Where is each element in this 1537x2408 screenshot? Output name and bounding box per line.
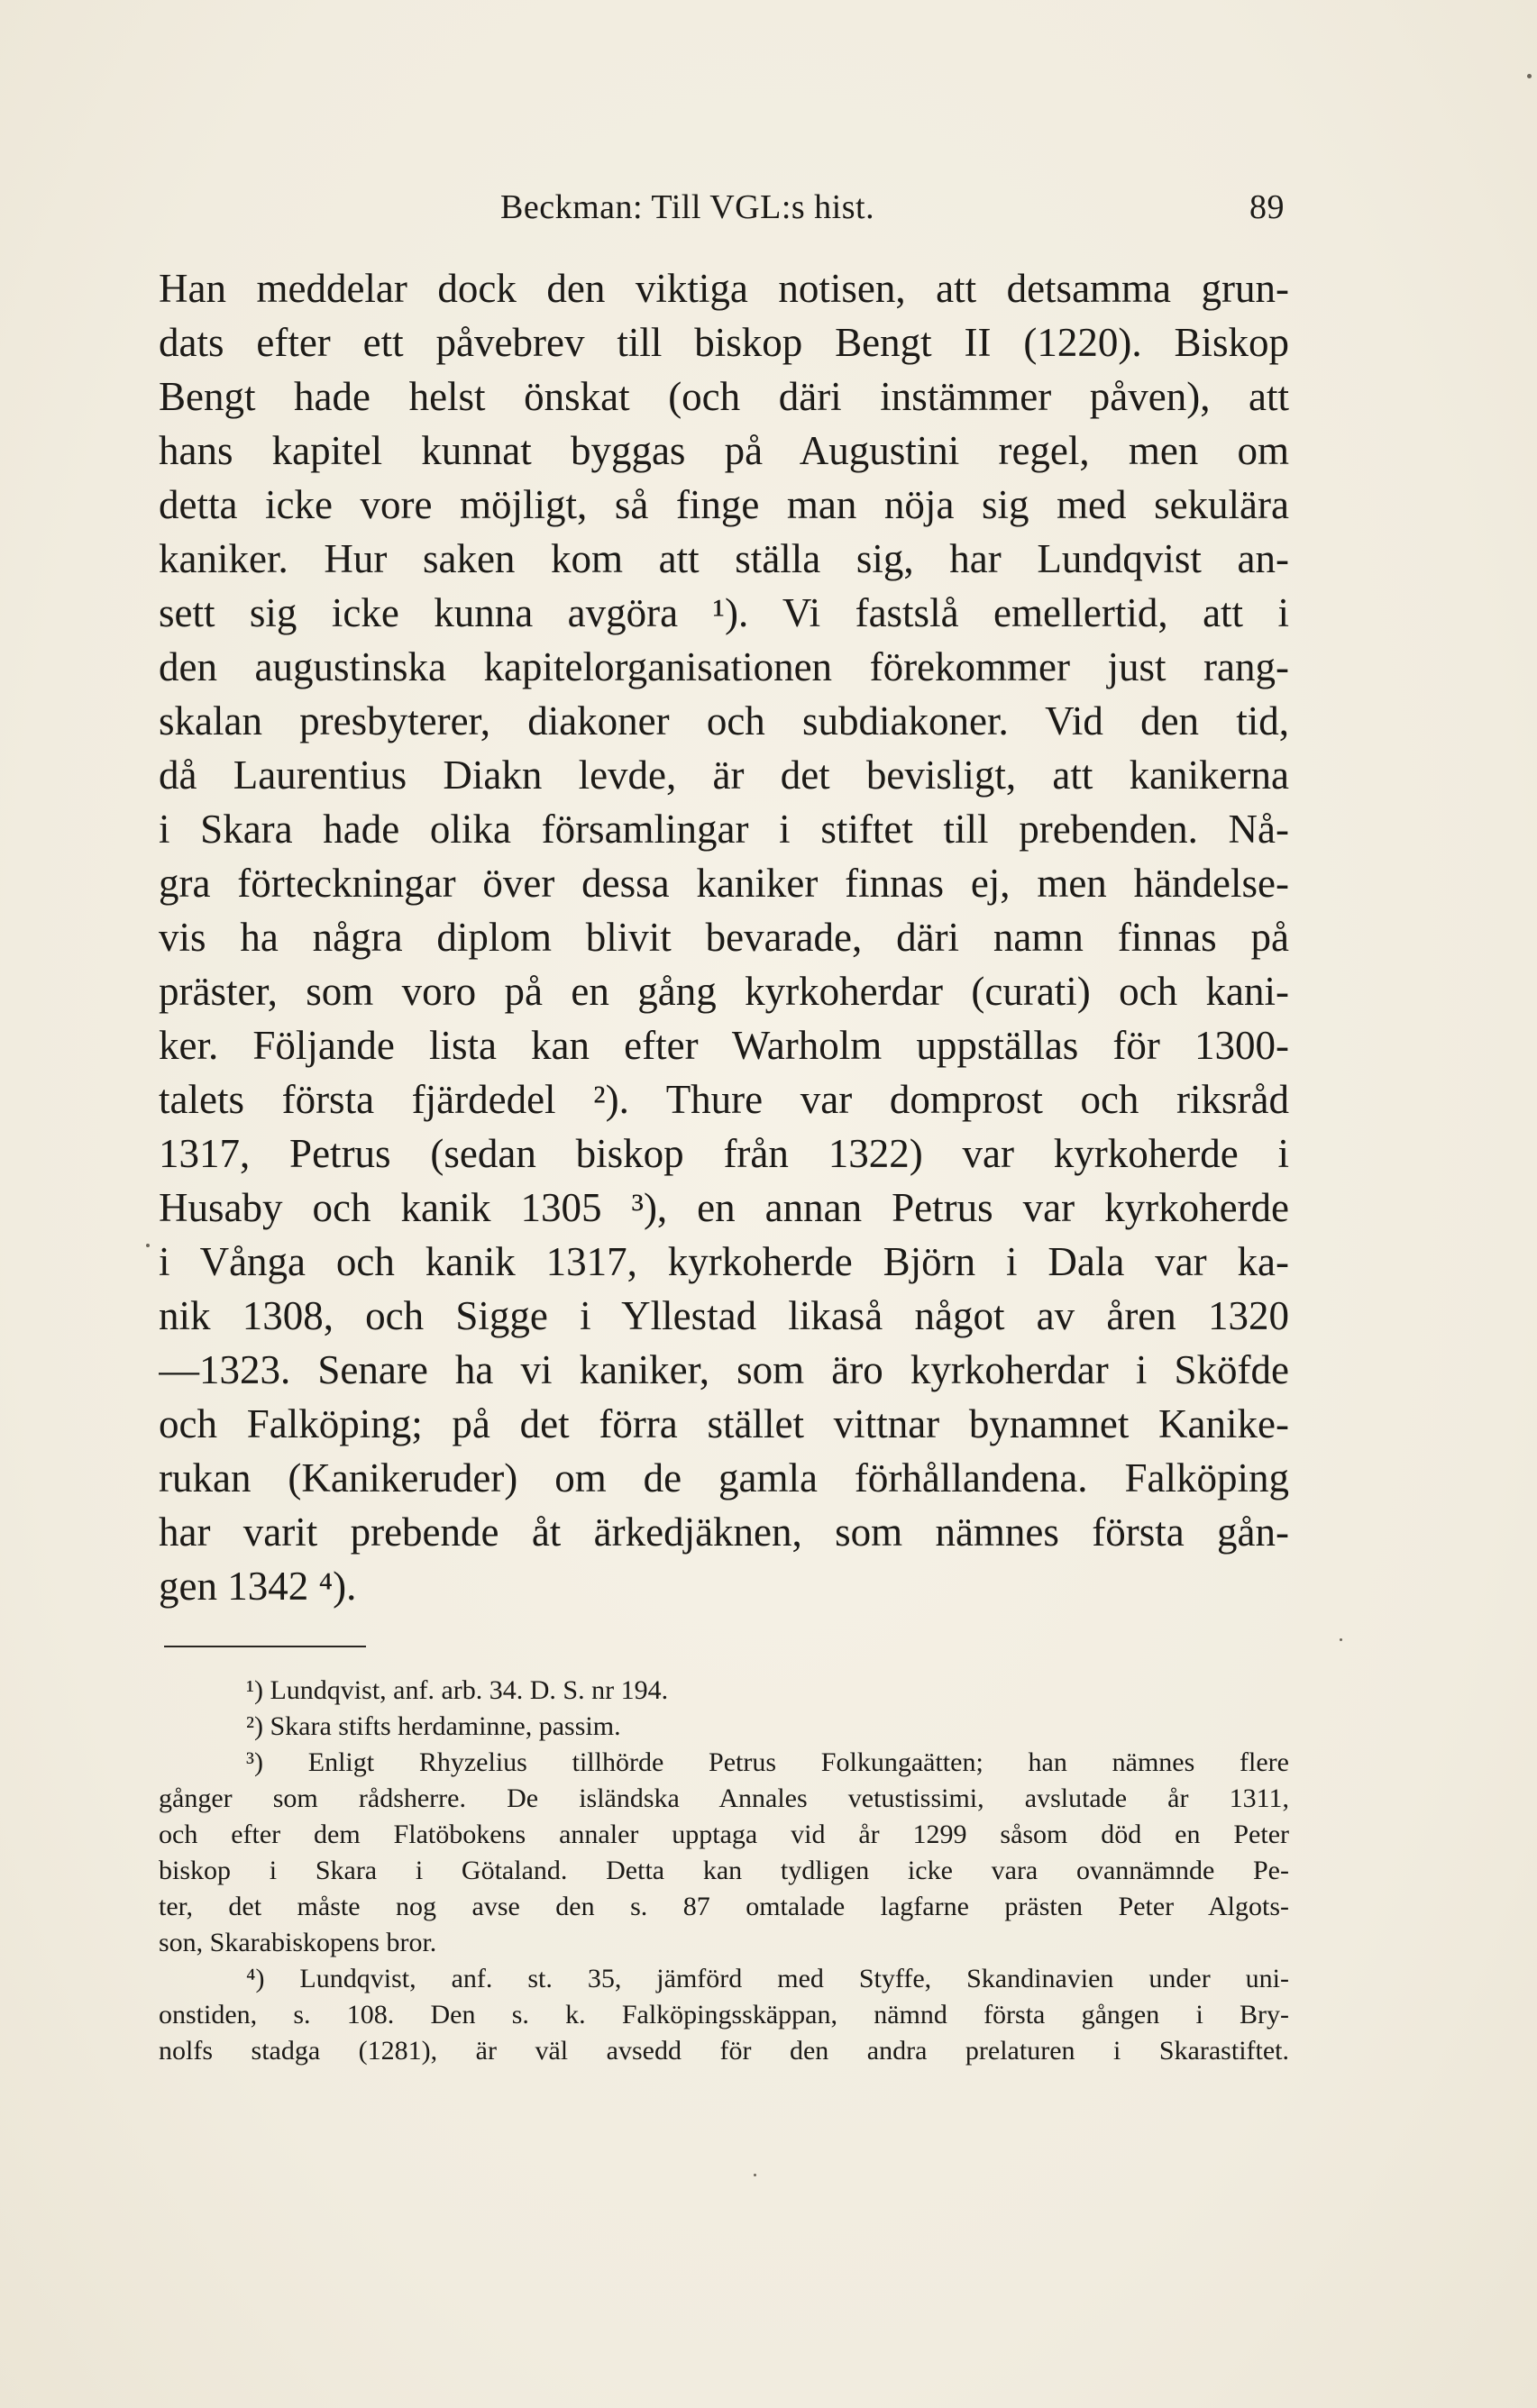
footnote-line: biskop i Skara i Götaland. Detta kan tydligen icke vara ovannämnde Pe- xyxy=(159,1856,1289,1885)
footnote-line: ²) Skara stifts herdaminne, passim. xyxy=(246,1711,621,1741)
text-line: vis ha några diplom blivit bevarade, däri namn finnas på xyxy=(159,915,1289,960)
paper-speck xyxy=(1340,1638,1342,1641)
text-line: kaniker. Hur saken kom att ställa sig, har Lundqvist an- xyxy=(159,536,1289,581)
footnote-line: ³) Enligt Rhyzelius tillhörde Petrus Folkungaätten; han nämnes flere xyxy=(246,1747,1289,1777)
text-line: talets första fjärdedel ²). Thure var domprost och riksråd xyxy=(159,1077,1289,1122)
text-line: detta icke vore möjligt, så finge man nöja sig med sekulära xyxy=(159,482,1289,527)
footnote-line: gånger som rådsherre. De isländska Annales vetustissimi, avslutade år 1311, xyxy=(159,1783,1289,1813)
footnote-separator xyxy=(164,1646,366,1647)
footnote-line: onstiden, s. 108. Den s. k. Falköpingsskäppan, nämnd första gången i Bry- xyxy=(159,2000,1289,2029)
text-line: har varit prebende åt ärkedjäknen, som nämnes första gån- xyxy=(159,1510,1289,1555)
text-line: skalan presbyterer, diakoner och subdiakoner. Vid den tid, xyxy=(159,698,1289,743)
text-line: dats efter ett påvebrev till biskop Bengt II (1220). Biskop xyxy=(159,320,1289,365)
footnote-line: son, Skarabiskopens bror. xyxy=(159,1928,437,1957)
text-line: då Laurentius Diakn levde, är det bevisligt, att kanikerna xyxy=(159,752,1289,798)
text-line: i Vånga och kanik 1317, kyrkoherde Björn i Dala var ka- xyxy=(159,1239,1289,1284)
text-line: rukan (Kanikeruder) om de gamla förhållandena. Falköping xyxy=(159,1455,1289,1500)
text-line: —1323. Senare ha vi kaniker, som äro kyrkoherdar i Sköfde xyxy=(159,1347,1289,1392)
text-line: sett sig icke kunna avgöra ¹). Vi fastslå emellertid, att i xyxy=(159,590,1289,635)
text-line: Han meddelar dock den viktiga notisen, att detsamma grun- xyxy=(159,266,1289,311)
footnote-line: nolfs stadga (1281), är väl avsedd för den andra prelaturen i Skarastiftet. xyxy=(159,2036,1289,2066)
text-line: den augustinska kapitelorganisationen förekommer just rang- xyxy=(159,644,1289,689)
main-text xyxy=(159,261,1289,1613)
footnotes xyxy=(159,1673,1289,2069)
paper-speck xyxy=(1527,74,1532,78)
footnote-line: och efter dem Flatöbokens annaler upptaga vid år 1299 såsom död en Peter xyxy=(159,1820,1289,1849)
text-line: hans kapitel kunnat byggas på Augustini regel, men om xyxy=(159,428,1289,473)
text-line: ker. Följande lista kan efter Warholm uppställas för 1300- xyxy=(159,1023,1289,1068)
running-title: Beckman: Till VGL:s hist. xyxy=(500,188,875,226)
text-line: Bengt hade helst önskat (och däri instämmer påven), att xyxy=(159,374,1289,419)
text-line: präster, som voro på en gång kyrkoherdar (curati) och kani- xyxy=(159,969,1289,1014)
footnote-line: ⁴) Lundqvist, anf. st. 35, jämförd med Styffe, Skandinavien under uni- xyxy=(246,1964,1289,1993)
paper-speck xyxy=(754,2174,756,2176)
text-line: nik 1308, och Sigge i Yllestad likaså något av åren 1320 xyxy=(159,1293,1289,1338)
text-line: gen 1342 ⁴). xyxy=(159,1564,357,1609)
text-line: Husaby och kanik 1305 ³), en annan Petrus var kyrkoherde xyxy=(159,1185,1289,1230)
page-header xyxy=(500,187,1285,242)
page-number: 89 xyxy=(1249,188,1285,226)
text-line: och Falköping; på det förra stället vittnar bynamnet Kanike- xyxy=(159,1401,1289,1446)
text-line: gra förteckningar över dessa kaniker finnas ej, men händelse- xyxy=(159,861,1289,906)
text-line: i Skara hade olika församlingar i stiftet till prebenden. Nå- xyxy=(159,807,1289,852)
paper-speck xyxy=(146,1244,150,1247)
text-line: 1317, Petrus (sedan biskop från 1322) var kyrkoherde i xyxy=(159,1131,1289,1176)
footnote-line: ter, det måste nog avse den s. 87 omtalade lagfarne prästen Peter Algots- xyxy=(159,1892,1289,1921)
footnote-line: ¹) Lundqvist, anf. arb. 34. D. S. nr 194. xyxy=(246,1675,669,1705)
